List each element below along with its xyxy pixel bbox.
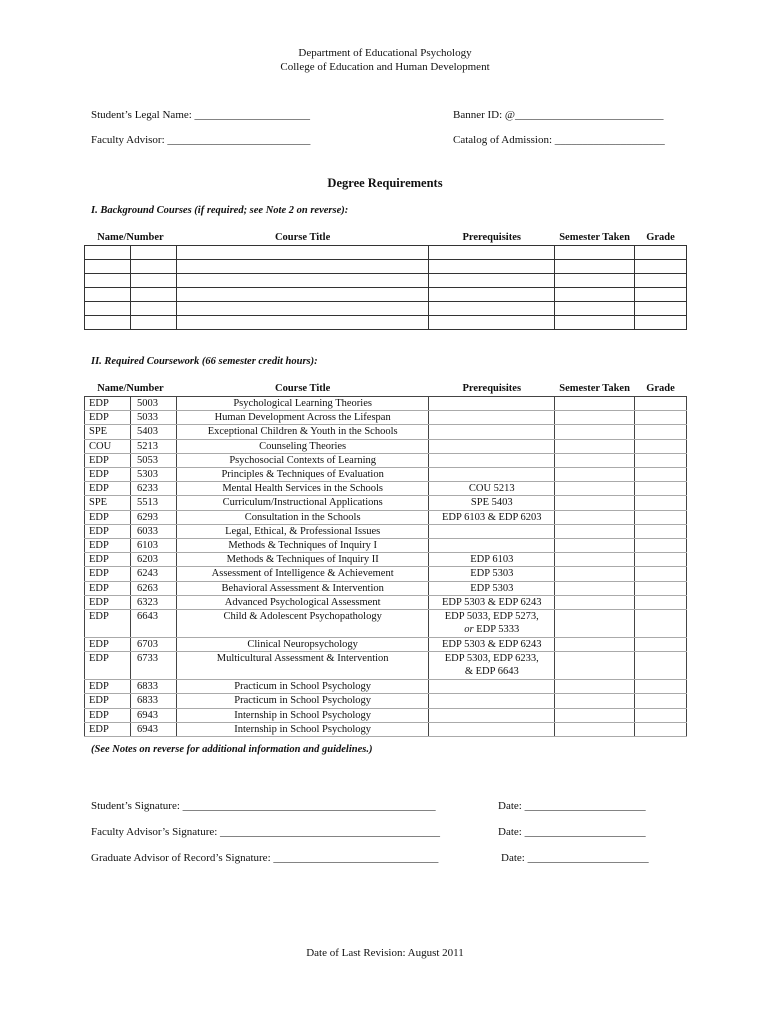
course-title: Exceptional Children & Youth in the Schools	[176, 425, 429, 439]
notes-reference: (See Notes on reverse for additional information and guidelines.)	[91, 744, 373, 755]
course-title: Consultation in the Schools	[176, 510, 429, 524]
col-name-number: Name/Number	[97, 383, 164, 394]
course-number: 5303	[130, 468, 176, 482]
course-title: Principles & Techniques of Evaluation	[176, 468, 429, 482]
semester-taken-cell[interactable]	[555, 453, 635, 467]
grade-cell[interactable]	[635, 638, 687, 652]
table-row	[85, 411, 687, 425]
table-row	[85, 567, 687, 581]
course-prefix: EDP	[85, 539, 131, 553]
semester-taken-cell[interactable]	[555, 694, 635, 708]
semester-taken-cell[interactable]	[555, 439, 635, 453]
required-course-rows	[85, 397, 687, 737]
col-semester-taken: Semester Taken	[559, 383, 630, 394]
prerequisite-or: or	[464, 624, 474, 636]
semester-taken-cell[interactable]	[555, 680, 635, 694]
course-prefix: EDP	[85, 595, 131, 609]
table-row	[85, 453, 687, 467]
col-course-title: Course Title	[274, 232, 331, 243]
course-prerequisites	[429, 680, 555, 694]
grade-cell[interactable]	[635, 539, 687, 553]
faculty-date-field[interactable]: Date: ______________________	[498, 826, 646, 838]
graduate-date-field[interactable]: Date: ______________________	[501, 852, 649, 864]
semester-taken-cell[interactable]	[555, 638, 635, 652]
grade-cell[interactable]	[635, 722, 687, 736]
prerequisite-line-2	[429, 623, 554, 636]
course-prerequisites	[429, 397, 555, 411]
course-prefix: EDP	[85, 708, 131, 722]
course-prefix: EDP	[85, 610, 131, 638]
course-number: 5513	[130, 496, 176, 510]
grade-cell[interactable]	[635, 453, 687, 467]
semester-taken-cell[interactable]	[555, 397, 635, 411]
course-number: 6263	[130, 581, 176, 595]
course-prefix: EDP	[85, 524, 131, 538]
semester-taken-cell[interactable]	[555, 524, 635, 538]
course-prerequisites	[429, 581, 555, 595]
table-row	[85, 524, 687, 538]
table-row	[85, 260, 687, 274]
semester-taken-cell[interactable]	[555, 610, 635, 638]
prerequisite-line: EDP 5303, EDP 6233,	[444, 653, 539, 665]
course-prerequisites	[429, 567, 555, 581]
grade-cell[interactable]	[635, 425, 687, 439]
course-title: Practicum in School Psychology	[176, 680, 429, 694]
col-semester-taken: Semester Taken	[559, 232, 630, 243]
table-row	[85, 316, 687, 330]
course-prerequisites	[429, 411, 555, 425]
grade-cell[interactable]	[635, 496, 687, 510]
course-prerequisites	[429, 496, 555, 510]
background-courses-table	[84, 231, 687, 330]
semester-taken-cell[interactable]	[555, 510, 635, 524]
course-prefix: EDP	[85, 680, 131, 694]
course-prefix: EDP	[85, 567, 131, 581]
table-row	[85, 652, 687, 680]
course-prerequisites	[429, 722, 555, 736]
course-prerequisites	[429, 708, 555, 722]
course-prefix: EDP	[85, 453, 131, 467]
col-course-title: Course Title	[274, 383, 331, 394]
course-prerequisites	[429, 524, 555, 538]
semester-taken-cell[interactable]	[555, 708, 635, 722]
course-number: 6943	[130, 708, 176, 722]
course-prefix: EDP	[85, 411, 131, 425]
table-row	[85, 708, 687, 722]
semester-taken-cell[interactable]	[555, 425, 635, 439]
course-prerequisites	[429, 510, 555, 524]
semester-taken-cell[interactable]	[555, 539, 635, 553]
table-row	[85, 302, 687, 316]
grade-cell[interactable]	[635, 439, 687, 453]
grade-cell[interactable]	[635, 411, 687, 425]
course-prefix: EDP	[85, 482, 131, 496]
prerequisite-line: COU 5213	[468, 483, 515, 495]
course-number: 6233	[130, 482, 176, 496]
semester-taken-cell[interactable]	[555, 722, 635, 736]
table-row	[85, 397, 687, 411]
course-number: 5403	[130, 425, 176, 439]
course-title: Practicum in School Psychology	[176, 694, 429, 708]
course-title: Mental Health Services in the Schools	[176, 482, 429, 496]
banner-id-field[interactable]: Banner ID: @___________________________	[453, 109, 664, 121]
semester-taken-cell[interactable]	[555, 567, 635, 581]
course-prerequisites	[429, 595, 555, 609]
course-number: 6703	[130, 638, 176, 652]
course-prefix: SPE	[85, 496, 131, 510]
course-prerequisites	[429, 638, 555, 652]
course-number: 6103	[130, 539, 176, 553]
course-number: 6033	[130, 524, 176, 538]
course-number: 6733	[130, 652, 176, 680]
course-prefix: EDP	[85, 397, 131, 411]
course-title: Child & Adolescent Psychopathology	[176, 610, 429, 638]
course-number: 6203	[130, 553, 176, 567]
course-number: 5213	[130, 439, 176, 453]
course-number: 6833	[130, 680, 176, 694]
student-date-field[interactable]: Date: ______________________	[498, 800, 646, 812]
course-prefix: COU	[85, 439, 131, 453]
course-number: 5003	[130, 397, 176, 411]
course-prefix: EDP	[85, 652, 131, 680]
grade-cell[interactable]	[635, 595, 687, 609]
student-signature-field[interactable]: Student’s Signature: ______________________________________________	[91, 800, 436, 812]
page-title: Degree Requirements	[327, 176, 443, 190]
grade-cell[interactable]	[635, 694, 687, 708]
course-prerequisites	[429, 610, 555, 638]
course-prerequisites	[429, 553, 555, 567]
course-prefix: EDP	[85, 694, 131, 708]
table-row	[85, 638, 687, 652]
table-row	[85, 288, 687, 302]
prerequisite-line: SPE 5403	[470, 497, 513, 509]
course-title: Methods & Techniques of Inquiry II	[176, 553, 429, 567]
course-number: 6293	[130, 510, 176, 524]
course-prerequisites	[429, 468, 555, 482]
course-prerequisites	[429, 694, 555, 708]
course-prerequisites	[429, 482, 555, 496]
grade-cell[interactable]	[635, 510, 687, 524]
table-row	[85, 694, 687, 708]
course-title: Assessment of Intelligence & Achievement	[176, 567, 429, 581]
course-title: Curriculum/Instructional Applications	[176, 496, 429, 510]
semester-taken-cell[interactable]	[555, 652, 635, 680]
prerequisite-line: EDP 6103 & EDP 6203	[442, 511, 542, 523]
grade-cell[interactable]	[635, 553, 687, 567]
table-row	[85, 482, 687, 496]
catalog-field[interactable]: Catalog of Admission: ____________________	[453, 134, 665, 146]
table-row	[85, 439, 687, 453]
col-name-number: Name/Number	[97, 232, 164, 243]
semester-taken-cell[interactable]	[555, 595, 635, 609]
table-row	[85, 510, 687, 524]
prerequisite-line: EDP 5303 & EDP 6243	[442, 596, 542, 608]
course-prerequisites	[429, 652, 555, 680]
table-row	[85, 595, 687, 609]
semester-taken-cell[interactable]	[555, 482, 635, 496]
course-title: Clinical Neuropsychology	[176, 638, 429, 652]
course-title: Human Development Across the Lifespan	[176, 411, 429, 425]
course-prerequisites	[429, 539, 555, 553]
semester-taken-cell[interactable]	[555, 468, 635, 482]
table-row	[85, 274, 687, 288]
prerequisite-line-2	[429, 665, 554, 678]
course-title: Psychosocial Contexts of Learning	[176, 453, 429, 467]
required-coursework-table	[84, 382, 687, 737]
course-number: 6943	[130, 722, 176, 736]
table-row	[85, 496, 687, 510]
grade-cell[interactable]	[635, 524, 687, 538]
course-prefix: EDP	[85, 468, 131, 482]
course-title: Advanced Psychological Assessment	[176, 595, 429, 609]
course-prefix: EDP	[85, 510, 131, 524]
col-grade: Grade	[646, 232, 675, 243]
course-prefix: EDP	[85, 553, 131, 567]
course-prefix: EDP	[85, 581, 131, 595]
table-row	[85, 468, 687, 482]
prerequisite-line: EDP 5033, EDP 5273,	[444, 611, 539, 623]
course-number: 6323	[130, 595, 176, 609]
course-title: Methods & Techniques of Inquiry I	[176, 539, 429, 553]
table-row	[85, 246, 687, 260]
course-title: Internship in School Psychology	[176, 722, 429, 736]
semester-taken-cell[interactable]	[555, 581, 635, 595]
faculty-signature-field[interactable]: Faculty Advisor’s Signature: ________________________________________	[91, 826, 441, 838]
course-number: 6643	[130, 610, 176, 638]
table-row	[85, 539, 687, 553]
graduate-signature-field[interactable]: Graduate Advisor of Record’s Signature: ______________________________	[91, 852, 439, 864]
course-prerequisites	[429, 425, 555, 439]
semester-taken-cell[interactable]	[555, 553, 635, 567]
course-number: 5053	[130, 453, 176, 467]
grade-cell[interactable]	[635, 581, 687, 595]
table-row	[85, 553, 687, 567]
grade-cell[interactable]	[635, 482, 687, 496]
course-prefix: EDP	[85, 638, 131, 652]
course-prerequisites	[429, 453, 555, 467]
course-title: Legal, Ethical, & Professional Issues	[176, 524, 429, 538]
col-grade: Grade	[646, 383, 675, 394]
table-row	[85, 680, 687, 694]
grade-cell[interactable]	[635, 567, 687, 581]
prerequisite-line: EDP 5303 & EDP 6243	[442, 639, 542, 651]
course-title: Multicultural Assessment & Intervention	[176, 652, 429, 680]
course-number: 6243	[130, 567, 176, 581]
course-title: Behavioral Assessment & Intervention	[176, 581, 429, 595]
course-number: 5033	[130, 411, 176, 425]
prerequisite-line: EDP 6103	[470, 554, 514, 566]
course-title: Counseling Theories	[176, 439, 429, 453]
col-prerequisites: Prerequisites	[462, 232, 521, 243]
table-row	[85, 581, 687, 595]
grade-cell[interactable]	[635, 610, 687, 638]
table-row	[85, 425, 687, 439]
section2-heading: II. Required Coursework (66 semester credit hours):	[91, 356, 318, 367]
department-name: Department of Educational Psychology	[298, 47, 472, 59]
college-name: College of Education and Human Development	[280, 61, 490, 73]
revision-date: Date of Last Revision: August 2011	[306, 947, 464, 959]
course-prefix: EDP	[85, 722, 131, 736]
semester-taken-cell[interactable]	[555, 496, 635, 510]
section1-heading: I. Background Courses (if required; see Note 2 on reverse):	[91, 205, 349, 216]
col-prerequisites: Prerequisites	[462, 383, 522, 394]
prerequisite-line: EDP 5303	[470, 568, 514, 580]
course-title: Internship in School Psychology	[176, 708, 429, 722]
legal-name-field[interactable]: Student’s Legal Name: _____________________	[91, 109, 311, 121]
prerequisite-text: & EDP 6643	[464, 666, 519, 678]
table-row	[85, 610, 687, 638]
course-number: 6833	[130, 694, 176, 708]
faculty-advisor-field[interactable]: Faculty Advisor: __________________________	[91, 134, 311, 146]
grade-cell[interactable]	[635, 397, 687, 411]
grade-cell[interactable]	[635, 468, 687, 482]
course-prerequisites	[429, 439, 555, 453]
semester-taken-cell[interactable]	[555, 411, 635, 425]
course-title: Psychological Learning Theories	[176, 397, 429, 411]
grade-cell[interactable]	[635, 680, 687, 694]
prerequisite-text: EDP 5333	[473, 624, 520, 636]
prerequisite-line: EDP 5303	[470, 582, 514, 594]
grade-cell[interactable]	[635, 708, 687, 722]
grade-cell[interactable]	[635, 652, 687, 680]
table-row	[85, 722, 687, 736]
course-prefix: SPE	[85, 425, 131, 439]
